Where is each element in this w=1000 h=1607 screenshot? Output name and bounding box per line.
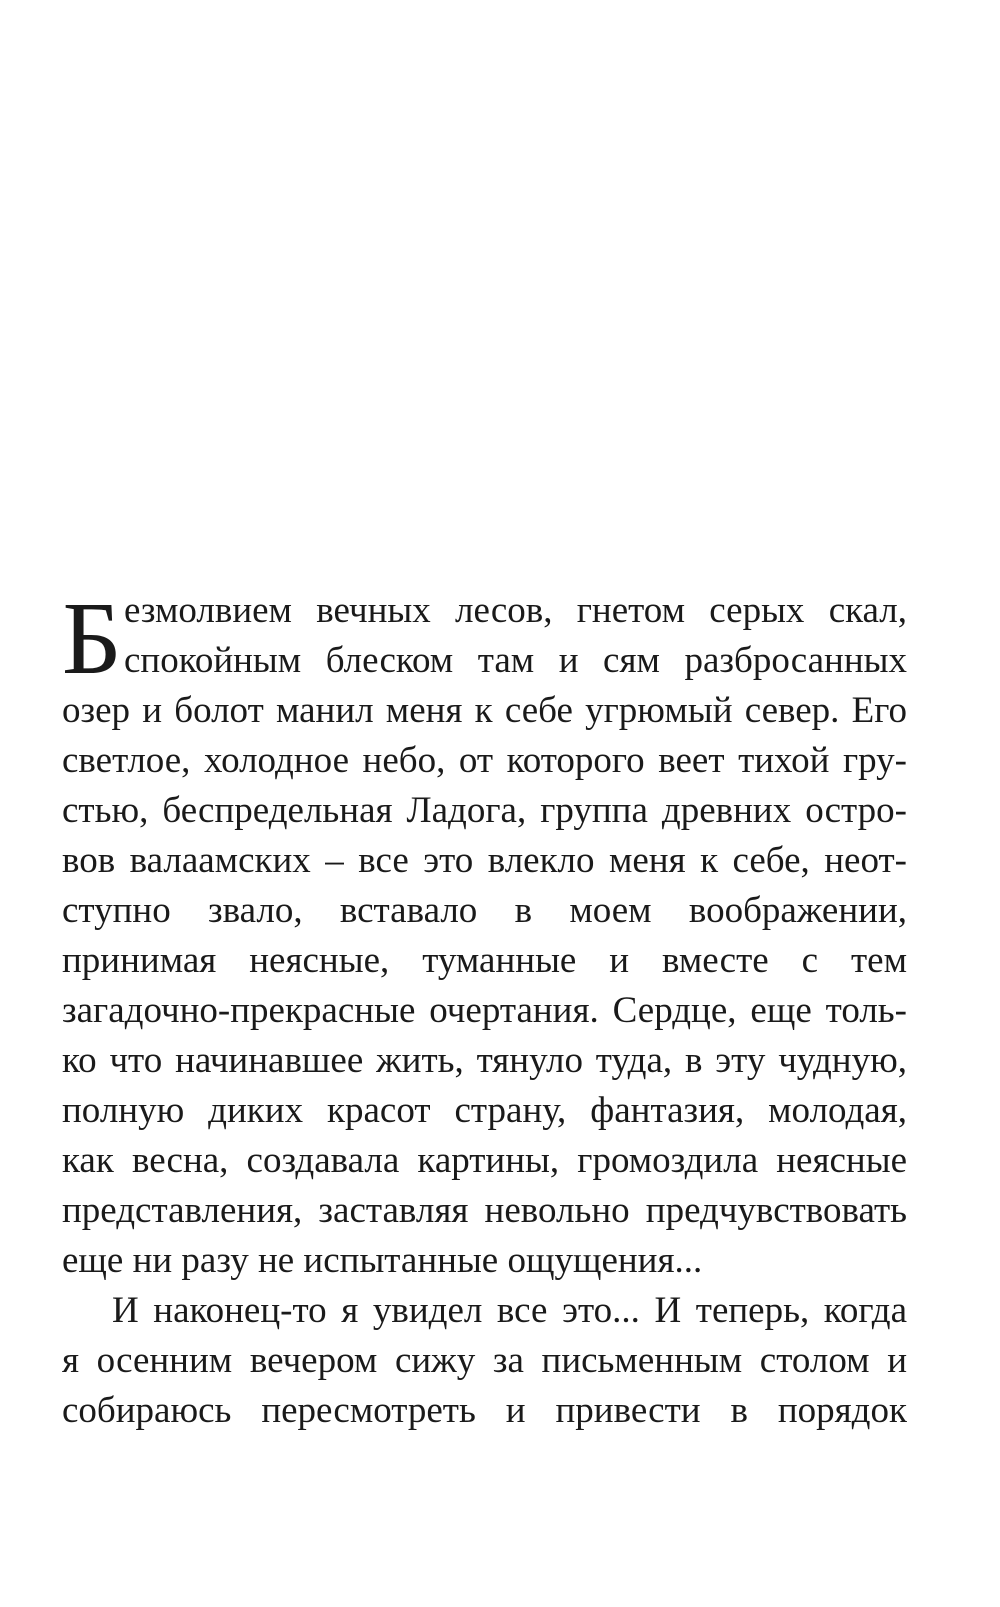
text-block <box>62 581 907 1436</box>
text-line: озер и болот манил меня к себе угрюмый север. Его <box>62 690 907 731</box>
text-line: И наконец-то я увидел все это... И теперь, когда <box>112 1290 907 1331</box>
text-line: езмолвием вечных лесов, гнетом серых скал, <box>124 590 907 631</box>
text-line: светлое, холодное небо, от которого веет тихой гру- <box>62 740 907 781</box>
text-line: вов валаамских – все это влекло меня к себе, неот- <box>62 840 907 881</box>
text-line: как весна, создавала картины, громоздила неясные <box>62 1140 907 1181</box>
text-line: принимая неясные, туманные и вместе с тем <box>62 940 907 981</box>
text-line: собираюсь пересмотреть и привести в порядок <box>62 1390 907 1431</box>
text-line: я осенним вечером сижу за письменным столом и <box>62 1340 907 1381</box>
text-line: ко что начинавшее жить, тянуло туда, в эту чудную, <box>62 1040 907 1081</box>
drop-cap: Б <box>62 581 122 696</box>
text-line: загадочно-прекрасные очертания. Сердце, еще толь- <box>62 990 907 1031</box>
text-line: представления, заставляя невольно предчувствовать <box>62 1190 907 1231</box>
text-line: полную диких красот страну, фантазия, молодая, <box>62 1090 907 1131</box>
text-line: еще ни разу не испытанные ощущения... <box>62 1240 703 1281</box>
text-line: стью, беспредельная Ладога, группа древних остро- <box>62 790 907 831</box>
text-line: спокойным блеском там и сям разбросанных <box>124 640 907 681</box>
text-line: ступно звало, вставало в моем воображении, <box>62 890 907 931</box>
